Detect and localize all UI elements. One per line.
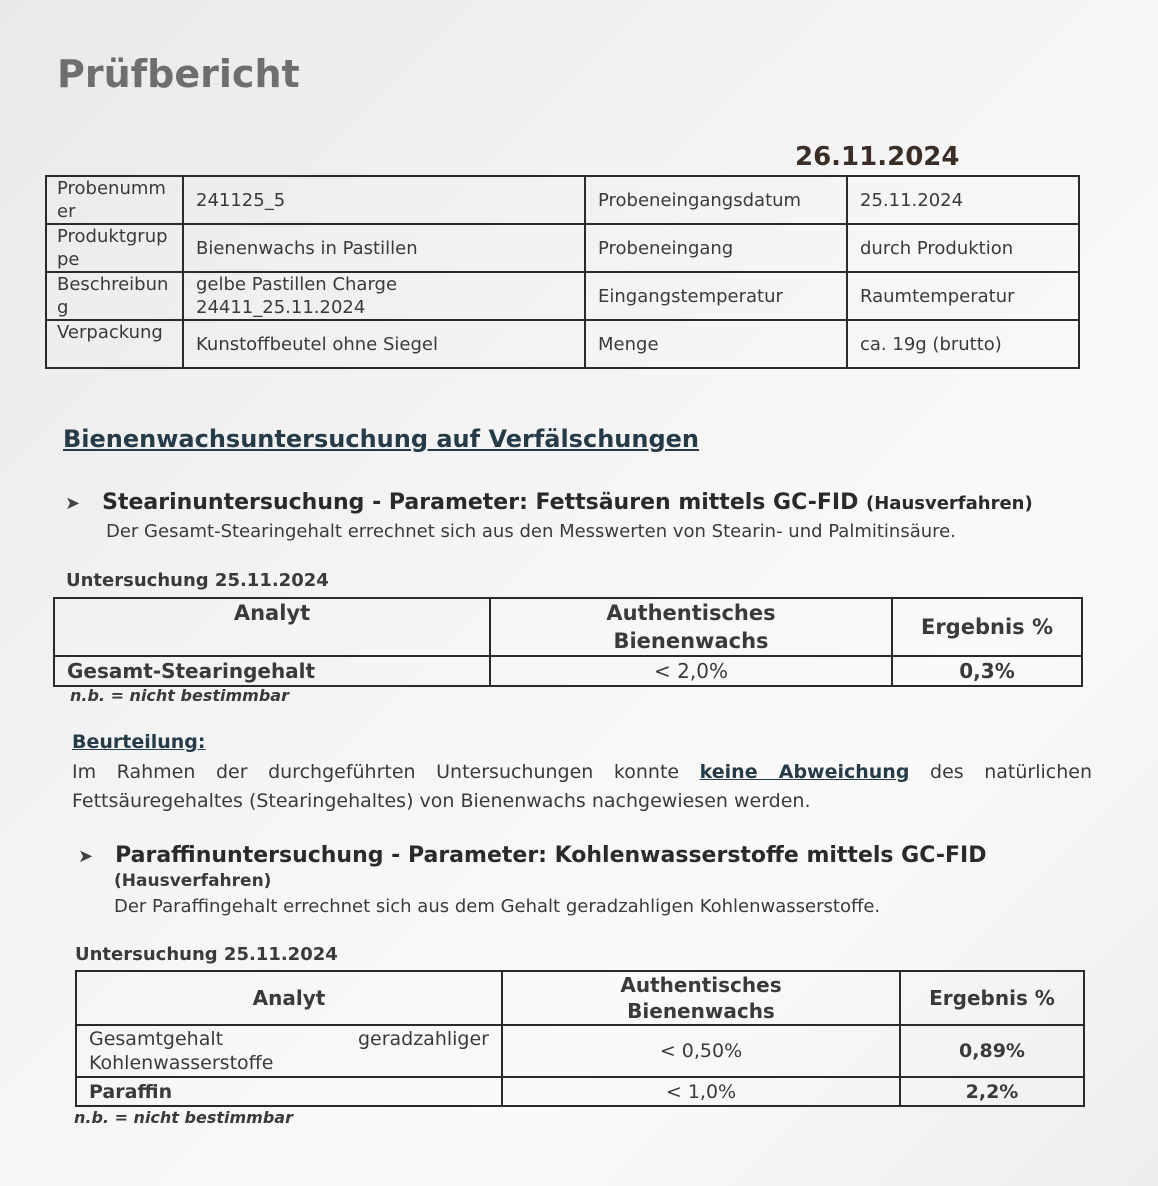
header-analyt: Analyt: [76, 971, 502, 1025]
arrow-bullet-icon: ➤: [78, 846, 94, 867]
value: 241125_5: [183, 176, 585, 224]
value: durch Produktion: [847, 224, 1079, 272]
label: Probenummer: [46, 176, 183, 224]
table-row: [46, 320, 1079, 368]
paraffin-heading: [78, 843, 986, 868]
value: Bienenwachs in Pastillen: [183, 224, 585, 272]
table-header-row: [54, 598, 1082, 656]
exam-date: Untersuchung 25.11.2024: [75, 944, 338, 965]
table-row: [76, 1025, 1084, 1077]
assessment-heading: Beurteilung:: [72, 731, 206, 753]
reference: < 1,0%: [502, 1077, 900, 1106]
note: n.b. = nicht bestimmbar: [74, 1108, 293, 1127]
value: Kunstoffbeutel ohne Siegel: [183, 320, 585, 368]
label: Probeneingang: [585, 224, 847, 272]
label: Menge: [585, 320, 847, 368]
header-reference: Authentisches Bienenwachs: [490, 598, 892, 656]
note: n.b. = nicht bestimmbar: [70, 686, 289, 705]
analyt: Gesamtgehalt geradzahliger Kohlenwasserstoffe: [76, 1025, 502, 1077]
header-reference: Authentisches Bienenwachs: [502, 971, 900, 1025]
analyt: Paraffin: [76, 1077, 502, 1106]
method-label: (Hausverfahren): [866, 493, 1033, 514]
label: Probeneingangsdatum: [585, 176, 847, 224]
exam-date: Untersuchung 25.11.2024: [66, 570, 329, 591]
analyt: Gesamt-Stearingehalt: [54, 656, 490, 686]
header-analyt: Analyt: [54, 598, 490, 656]
section-heading: Bienenwachsuntersuchung auf Verfälschungen: [63, 425, 699, 453]
reference: < 2,0%: [490, 656, 892, 686]
label: Beschreibung: [46, 272, 183, 320]
reference: < 0,50%: [502, 1025, 900, 1077]
value: ca. 19g (brutto): [847, 320, 1079, 368]
method-label: (Hausverfahren): [114, 871, 272, 891]
value: Raumtemperatur: [847, 272, 1079, 320]
arrow-bullet-icon: ➤: [65, 493, 81, 514]
paraffin-heading-text: Paraffinuntersuchung - Parameter: Kohlenwasserstoffe mittels GC-FID: [115, 843, 987, 868]
emphasis: keine Abweichung: [699, 761, 910, 783]
text: Im Rahmen der durchgeführten Untersuchungen konnte: [72, 761, 700, 783]
label: Produktgruppe: [46, 224, 183, 272]
table-row: [76, 1077, 1084, 1106]
label: Verpackung: [46, 320, 183, 368]
table-row: [46, 272, 1079, 320]
value: gelbe Pastillen Charge 24411_25.11.2024: [183, 272, 585, 320]
paraffin-table: [75, 970, 1085, 1107]
stearin-table: [53, 597, 1083, 687]
text: des natürlichen Fettsäuregehaltes (Stearingehaltes) von Bienenwachs nachgewiesen werden.: [72, 761, 1092, 812]
assessment-text: [72, 758, 1092, 816]
stearin-description: Der Gesamt-Stearingehalt errechnet sich aus den Messwerten von Stearin- und Palmitinsäure.: [106, 521, 956, 542]
table-row: [54, 656, 1082, 686]
report-date: 26.11.2024: [795, 142, 960, 172]
header-result: Ergebnis %: [900, 971, 1084, 1025]
result: 2,2%: [900, 1077, 1084, 1106]
table-row: [46, 176, 1079, 224]
header-result: Ergebnis %: [892, 598, 1082, 656]
label: Eingangstemperatur: [585, 272, 847, 320]
table-row: [46, 224, 1079, 272]
result: 0,3%: [892, 656, 1082, 686]
page-title: Prüfbericht: [57, 52, 300, 96]
paraffin-description: Der Paraffingehalt errechnet sich aus dem Gehalt geradzahligen Kohlenwasserstoffe.: [114, 896, 881, 917]
stearin-heading-text: Stearinuntersuchung - Parameter: Fettsäuren mittels GC-FID: [102, 490, 859, 515]
value: 25.11.2024: [847, 176, 1079, 224]
result: 0,89%: [900, 1025, 1084, 1077]
stearin-heading: [65, 490, 1033, 515]
table-header-row: [76, 971, 1084, 1025]
sample-info-table: [45, 175, 1080, 369]
